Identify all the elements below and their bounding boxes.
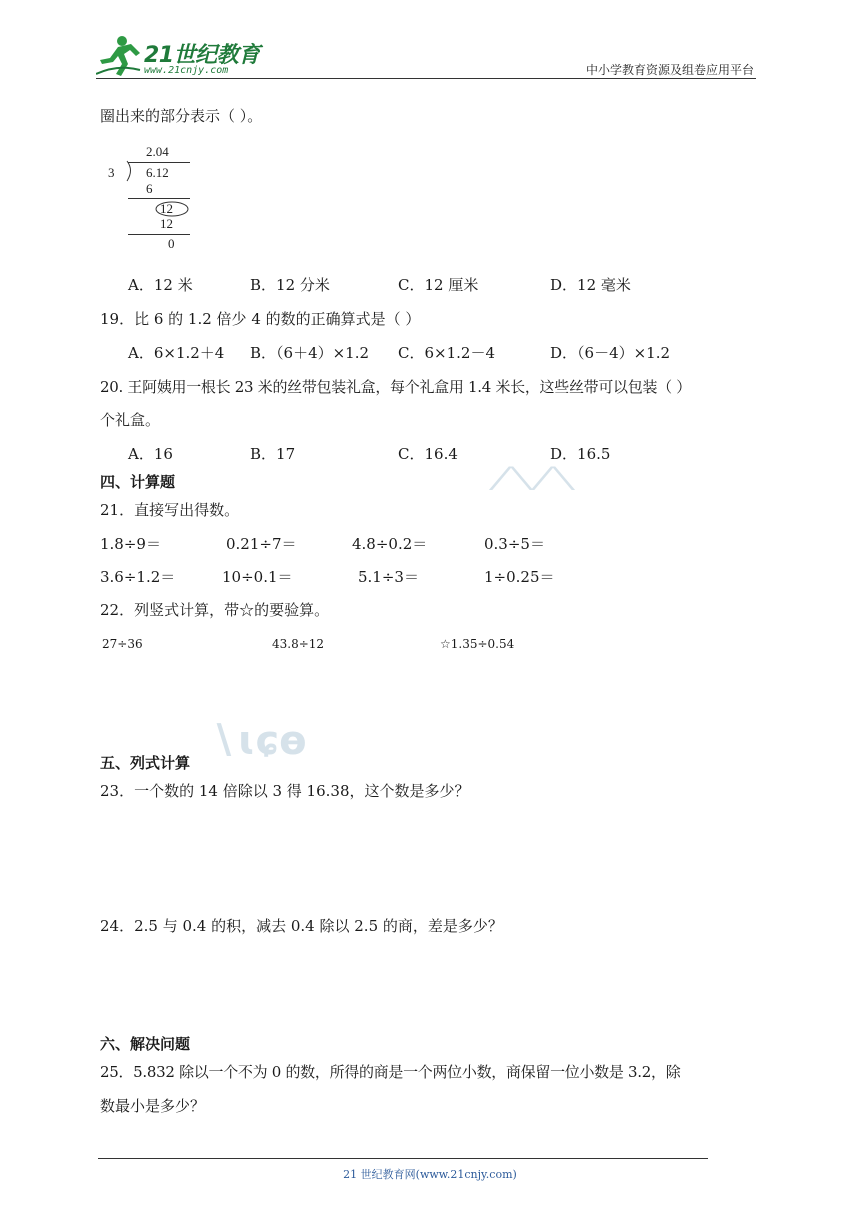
division-bracket-icon bbox=[126, 160, 134, 182]
logo-text: 21世纪教育 bbox=[144, 43, 260, 68]
q20-option-b: B．17 bbox=[250, 445, 296, 463]
header-platform-text: 中小学教育资源及组卷应用平台 bbox=[585, 63, 754, 77]
q22-item-1: 27÷36 bbox=[102, 637, 143, 651]
q21-r2-c1: 3.6÷1.2＝ bbox=[100, 568, 176, 586]
footer-divider bbox=[98, 1158, 708, 1159]
q19-option-b: B．（6＋4）×1.2 bbox=[250, 344, 370, 362]
header-divider bbox=[96, 78, 756, 79]
q22-item-3: ☆1.35÷0.54 bbox=[440, 637, 515, 651]
q18-stem: 圈出来的部分表示（ ）。 bbox=[100, 107, 263, 125]
division-step3: 12 bbox=[160, 216, 173, 231]
q25-stem-line2: 数最小是多少？ bbox=[100, 1097, 206, 1115]
division-remainder: 0 bbox=[168, 236, 175, 251]
watermark-middle: ∖ɩɕɵ bbox=[210, 718, 307, 764]
section-6-title: 六、解决问题 bbox=[100, 1035, 191, 1053]
q18-option-d: D．12 毫米 bbox=[550, 276, 631, 294]
section-4-title: 四、计算题 bbox=[100, 473, 176, 491]
section-5-title: 五、列式计算 bbox=[100, 754, 191, 772]
q20-stem-line2: 个礼盒。 bbox=[100, 411, 161, 429]
division-step1: 6 bbox=[146, 181, 153, 196]
q22-stem: 22．列竖式计算，带☆的要验算。 bbox=[100, 601, 330, 619]
q20-option-a: A．16 bbox=[128, 445, 173, 463]
q20-stem-line1: 20. 王阿姨用一根长 23 米的丝带包装礼盒，每个礼盒用 1.4 米长，这些丝带可以包装（ ） bbox=[100, 378, 692, 396]
q21-r2-c4: 1÷0.25＝ bbox=[484, 568, 555, 586]
logo-url: www.21cnjy.com bbox=[144, 65, 229, 76]
q18-option-c: C．12 厘米 bbox=[398, 276, 479, 294]
q18-option-a: A．12 米 bbox=[128, 276, 193, 294]
q24-stem: 24．2.5 与 0.4 的积，减去 0.4 除以 2.5 的商，差是多少？ bbox=[100, 917, 503, 935]
q20-option-c: C．16.4 bbox=[398, 445, 458, 463]
q21-stem: 21．直接写出得数。 bbox=[100, 501, 240, 519]
division-step2-circled: 12 bbox=[160, 201, 173, 216]
q22-item-2: 43.8÷12 bbox=[272, 637, 325, 651]
runner-logo-icon bbox=[96, 34, 142, 78]
q19-stem: 19．比 6 的 1.2 倍少 4 的数的正确算式是（ ） bbox=[100, 310, 421, 328]
q21-r2-c2: 10÷0.1＝ bbox=[222, 568, 293, 586]
q23-stem: 23．一个数的 14 倍除以 3 得 16.38，这个数是多少？ bbox=[100, 782, 470, 800]
q21-r1-c1: 1.8÷9＝ bbox=[100, 535, 161, 553]
footer-text: 21 世纪教育网(www.21cnjy.com) bbox=[343, 1168, 517, 1181]
division-quotient: 2.04 bbox=[146, 144, 169, 159]
q25-stem-line1: 25．5.832 除以一个不为 0 的数，所得的商是一个两位小数，商保留一位小数是 3.2，除 bbox=[100, 1063, 681, 1081]
q21-r1-c2: 0.21÷7＝ bbox=[226, 535, 297, 553]
long-division-figure bbox=[104, 140, 214, 252]
q19-option-a: A．6×1.2＋4 bbox=[128, 344, 225, 362]
q18-option-b: B．12 分米 bbox=[250, 276, 330, 294]
q19-option-c: C．6×1.2－4 bbox=[398, 344, 495, 362]
q20-option-d: D．16.5 bbox=[550, 445, 611, 463]
q19-option-d: D．（6－4）×1.2 bbox=[550, 344, 671, 362]
watermark-top: ⟋⟍⟋⟍ bbox=[490, 462, 574, 497]
site-logo bbox=[96, 34, 266, 80]
division-dividend: 6.12 bbox=[146, 165, 169, 180]
division-divisor: 3 bbox=[108, 165, 115, 180]
q21-r1-c3: 4.8÷0.2＝ bbox=[352, 535, 428, 553]
q21-r1-c4: 0.3÷5＝ bbox=[484, 535, 545, 553]
q21-r2-c3: 5.1÷3＝ bbox=[358, 568, 419, 586]
